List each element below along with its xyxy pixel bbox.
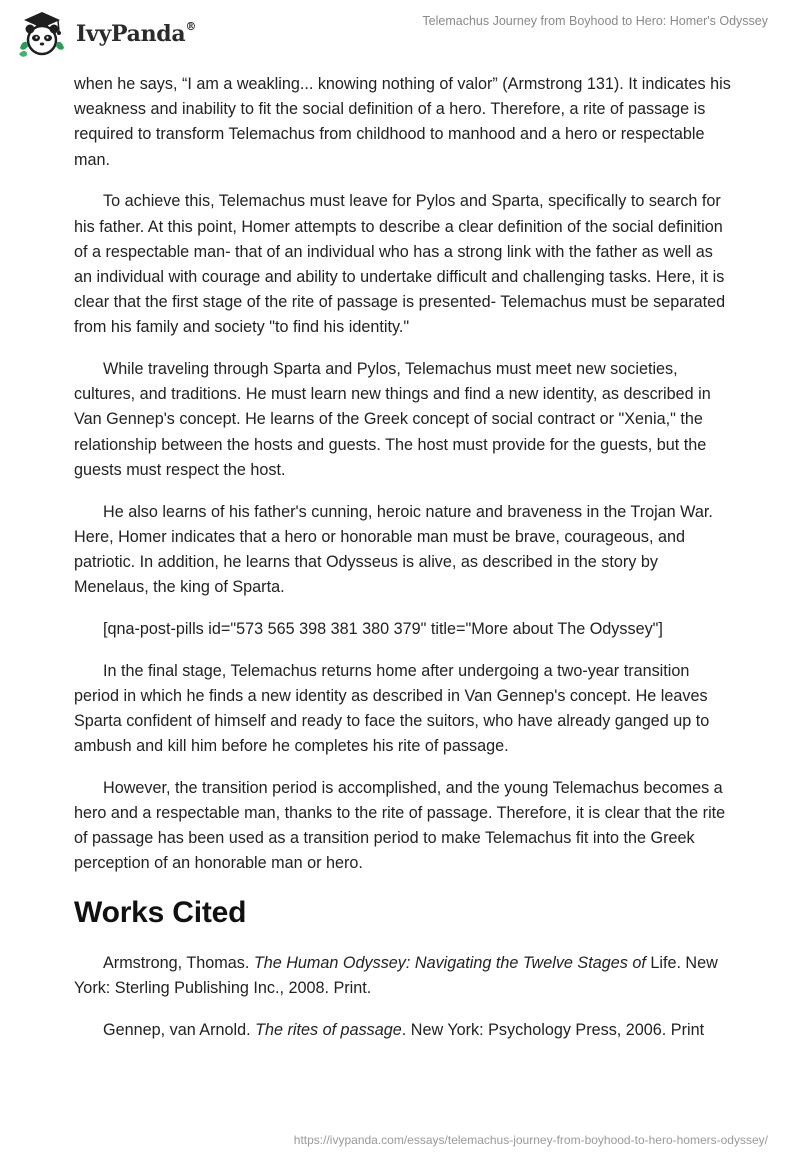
source-url[interactable]: https://ivypanda.com/essays/telemachus-journey-from-boyhood-to-hero-homers-odyssey/ bbox=[293, 1133, 768, 1147]
citation-entry: Armstrong, Thomas. The Human Odyssey: Navigating the Twelve Stages of Life. New York: Sterling Publishing Inc., 2008. Print. bbox=[74, 954, 718, 998]
paragraph: To achieve this, Telemachus must leave for Pylos and Sparta, specifically to search for his father. At this point, Homer attempts to describe a clear definition of the social definition of a respectable man- that of an individual who has a strong link with the father as well as an individual with courage and ability to undertake difficult and challenging tasks. Here, it is clear that the first stage of the rite of passage is presented- Telemachus must be separated from his family and society "to find his identity." bbox=[74, 192, 726, 337]
ivypanda-logo[interactable] bbox=[14, 8, 196, 60]
works-cited-heading: Works Cited bbox=[74, 896, 247, 930]
paragraph: In the final stage, Telemachus returns home after undergoing a two-year transition period in which he finds a new identity as described in Van Gennep's concept. He leaves Sparta confident of himself and ready to face the suitors, who have already ganged up to ambush and kill him before he completes his rite of passage. bbox=[74, 661, 710, 756]
brand-name: IvyPanda® bbox=[76, 19, 197, 47]
paragraph: He also learns of his father's cunning, heroic nature and braveness in the Trojan War. Here, Homer indicates that a hero or honorable man must be brave, courageous, and patriotic. In addition, he learns that Odysseus is alive, as described in the story by Menelaus, the king of Sparta. bbox=[74, 502, 713, 597]
paragraph: However, the transition period is accomplished, and the young Telemachus becomes a hero and a respectable man, thanks to the rite of passage. Therefore, it is clear that the rite of passage has been used as a transition period to make Telemachus fit into the Greek perception of an honorable man or hero. bbox=[74, 778, 726, 873]
paragraph: While traveling through Sparta and Pylos, Telemachus must meet new societies, cultures, and traditions. He must learn new things and find a new identity, as described in Van Gennep's concept. He learns of the Greek concept of social contract or "Xenia," the relationship between the hosts and guests. The host must provide for the guests, but the guests must respect the host. bbox=[74, 360, 711, 479]
panda-graduation-icon bbox=[14, 8, 70, 60]
shortcode-text: [qna-post-pills id="573 565 398 381 380 379" title="More about The Odyssey"] bbox=[103, 619, 663, 638]
document-title: Telemachus Journey from Boyhood to Hero: Homer's Odyssey bbox=[422, 14, 768, 28]
page-header bbox=[0, 0, 800, 70]
citation-entry: Gennep, van Arnold. The rites of passage. New York: Psychology Press, 2006. Print bbox=[103, 1021, 705, 1040]
paragraph: when he says, “I am a weakling... knowing nothing of valor” (Armstrong 131). It indicates his weakness and inability to fit the social definition of a hero. Therefore, a rite of passage is required to transform Telemachus from childhood to manhood and a hero or respectable man. bbox=[74, 75, 731, 169]
essay-body bbox=[74, 72, 734, 1060]
